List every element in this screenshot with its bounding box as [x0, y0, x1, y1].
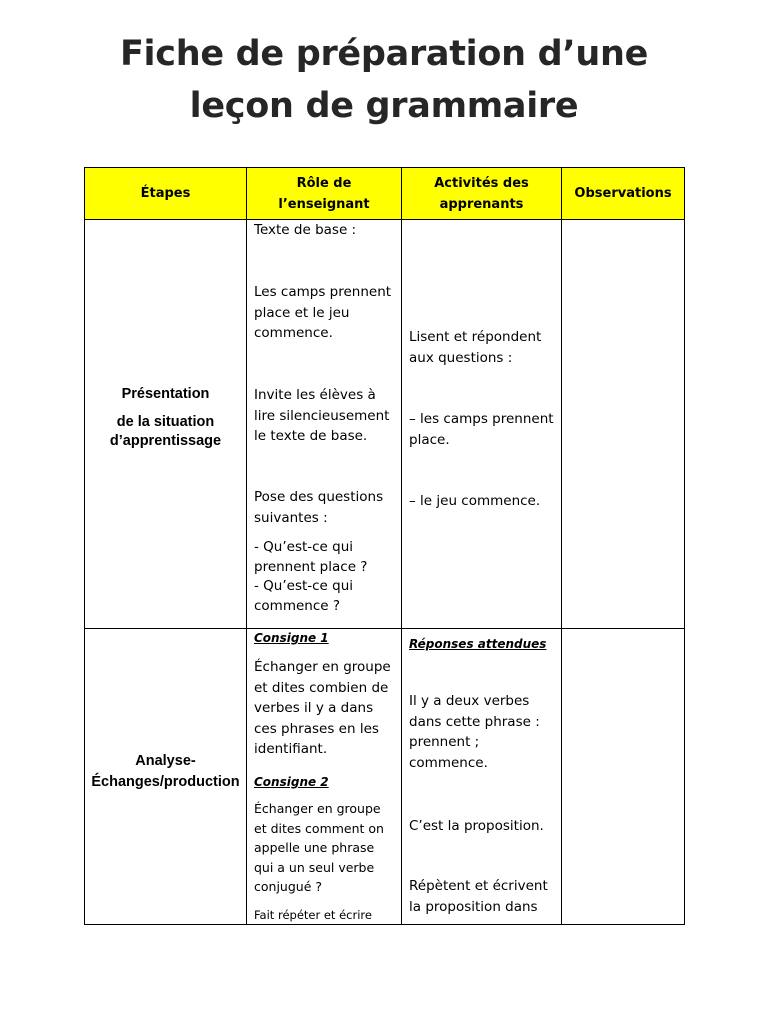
cell-role-presentation	[247, 220, 402, 629]
cell-role-analyse	[247, 629, 402, 925]
lesson-plan-table	[84, 167, 685, 925]
fait-repeter: Fait répéter et écrire	[254, 908, 372, 922]
header-role-enseignant: Rôle de l’enseignant	[247, 168, 402, 220]
cell-etape-presentation	[85, 220, 247, 629]
phrase-support: Les camps prennent place et le jeu commence.	[254, 284, 392, 341]
lisent-repondent: Lisent et répondent aux questions :	[409, 329, 542, 366]
pose-questions: Pose des questions suivantes :	[254, 489, 384, 526]
page-title	[0, 28, 768, 132]
questions-list: - Qu’est-ce qui prennent place ? - Qu’est-ce qui commence ?	[254, 539, 368, 614]
cell-activites-presentation	[402, 220, 562, 629]
repetent-ecrivent: Répètent et écrivent la proposition dans	[409, 878, 548, 915]
table-row-analyse	[85, 629, 685, 925]
title-line-1: Fiche de préparation d’une	[119, 34, 649, 74]
header-observations: Observations	[562, 168, 685, 220]
title-line-2: leçon de grammaire	[189, 86, 579, 126]
reponse-deux-verbes: Il y a deux verbes dans cette phrase : prennent ; commence.	[409, 693, 540, 771]
table-row-presentation	[85, 220, 685, 629]
reponse-2: – le jeu commence.	[409, 493, 541, 509]
header-activites-apprenants: Activités des apprenants	[402, 168, 562, 220]
reponses-attendues-label: Réponses attendues	[409, 637, 547, 651]
reponse-1: – les camps prennent place.	[409, 411, 554, 448]
texte-de-base: Texte de base :	[254, 222, 357, 238]
consigne-2-text: Échanger en groupe et dites comment on appelle une phrase qui a un seul verbe conjugué ?	[254, 801, 384, 894]
etape-presentation-label: Présentation de la situation d’apprentissage	[109, 386, 222, 449]
cell-activites-analyse	[402, 629, 562, 925]
reponse-proposition: C’est la proposition.	[409, 818, 544, 834]
consigne-1-text: Échanger en groupe et dites combien de verbes il y a dans ces phrases en les identifiant.	[254, 659, 391, 757]
cell-etape-analyse	[85, 629, 247, 925]
etape-analyse-label: Analyse- Échanges/production	[91, 753, 240, 790]
table-header-row	[85, 168, 685, 220]
consigne-1-label: Consigne 1	[254, 631, 329, 645]
cell-observations-analyse	[562, 629, 685, 925]
consigne-lecture: Invite les élèves à lire silencieusement le texte de base.	[254, 387, 390, 444]
consigne-2-label: Consigne 2	[254, 775, 329, 789]
header-etapes: Étapes	[85, 168, 247, 220]
cell-observations-presentation	[562, 220, 685, 629]
